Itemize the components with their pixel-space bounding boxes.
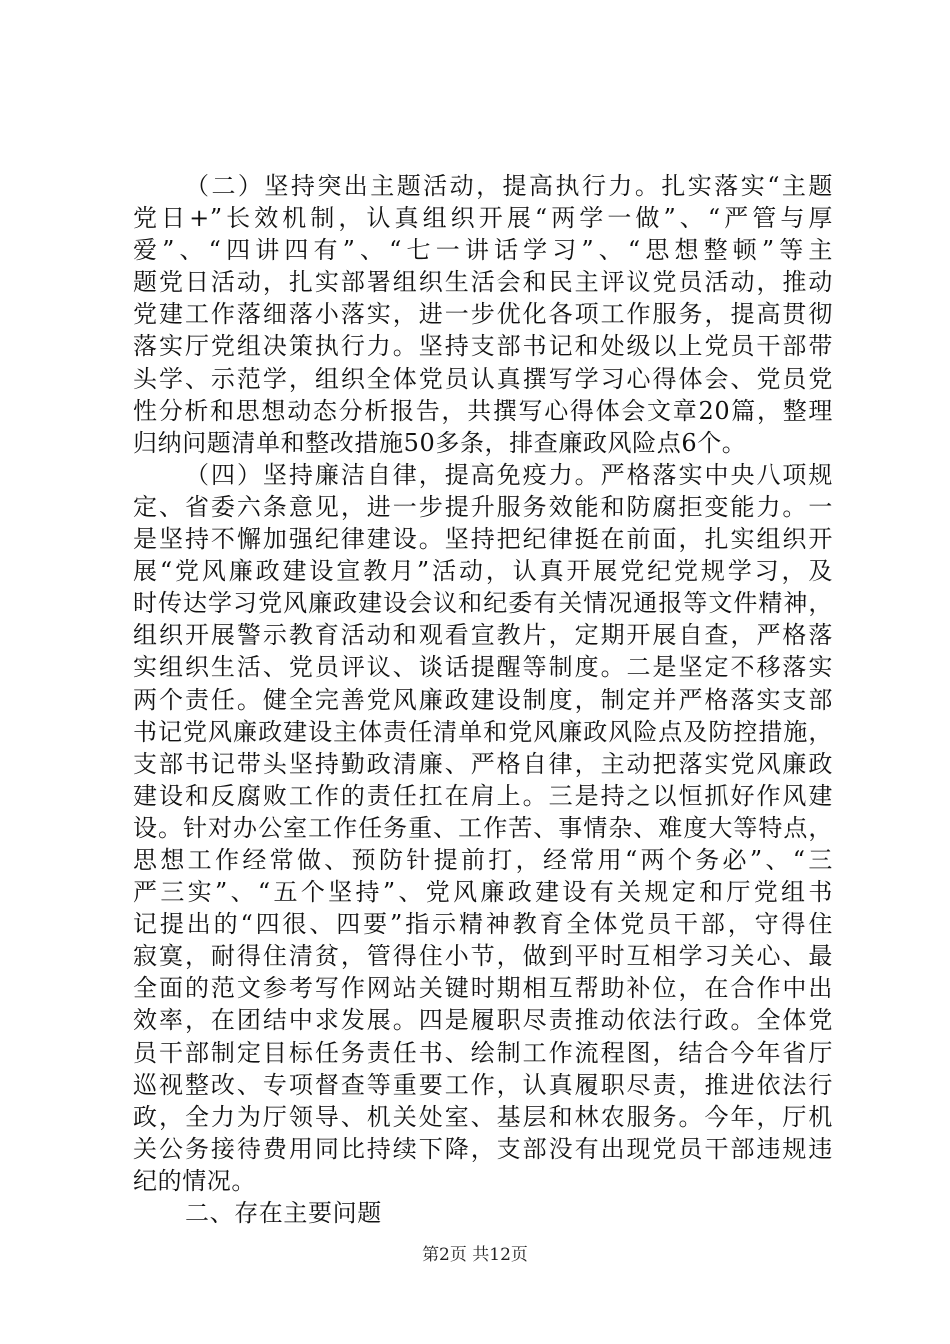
paragraph-line: 两个责任。健全完善党风廉政建设制度，制定并严格落实支部 — [133, 685, 833, 714]
paragraph-line: 员干部制定目标任务责任书、绘制工作流程图，结合今年省厅 — [133, 1038, 833, 1067]
paragraph-line: 书记党风廉政建设主体责任清单和党风廉政风险点及防控措施， — [133, 717, 833, 746]
paragraph-line: 严三实”、“五个坚持”、党风廉政建设有关规定和厅党组书 — [133, 878, 833, 907]
document-body — [133, 170, 833, 1229]
paragraph-line: 头学、示范学，组织全体党员认真撰写学习心得体会、党员党 — [133, 364, 833, 393]
paragraph-line: 是坚持不懈加强纪律建设。坚持把纪律挺在前面，扎实组织开 — [133, 525, 833, 554]
paragraph-line: （四）坚持廉洁自律，提高免疫力。严格落实中央八项规 — [185, 460, 833, 489]
paragraph-line: 实组织生活、党员评议、谈话提醒等制度。二是坚定不移落实 — [133, 653, 833, 682]
paragraph-line: 性分析和思想动态分析报告，共撰写心得体会文章20篇，整理 — [133, 396, 833, 425]
paragraph-line: 时传达学习党风廉政建设会议和纪委有关情况通报等文件精神， — [133, 589, 833, 618]
paragraph-line: 巡视整改、专项督查等重要工作，认真履职尽责，推进依法行 — [133, 1070, 833, 1099]
section-heading: 二、存在主要问题 — [185, 1199, 382, 1227]
paragraph-line: （二）坚持突出主题活动，提高执行力。扎实落实“主题 — [185, 172, 833, 200]
paragraph-line: 记提出的“四很、四要”指示精神教育全体党员干部，守得住 — [133, 910, 833, 939]
paragraph-line: 题党日活动，扎实部署组织生活会和民主评议党员活动，推动 — [133, 268, 833, 297]
paragraph-line: 党日+”长效机制，认真组织开展“两学一做”、“严管与厚 — [133, 204, 833, 233]
paragraph-line: 支部书记带头坚持勤政清廉、严格自律，主动把落实党风廉政 — [133, 749, 833, 778]
paragraph-line: 寂寞，耐得住清贫，管得住小节，做到平时互相学习关心、最 — [133, 942, 833, 971]
paragraph-line: 建设和反腐败工作的责任扛在肩上。三是持之以恒抓好作风建 — [133, 781, 833, 810]
paragraph-line: 展“党风廉政建设宣教月”活动，认真开展党纪党规学习，及 — [133, 557, 833, 586]
paragraph-line: 归纳问题清单和整改措施50多条，排查廉政风险点6个。 — [133, 428, 747, 457]
paragraph-line: 组织开展警示教育活动和观看宣教片，定期开展自查，严格落 — [133, 621, 833, 650]
paragraph-line: 效率，在团结中求发展。四是履职尽责推动依法行政。全体党 — [133, 1006, 833, 1035]
paragraph-line: 定、省委六条意见，进一步提升服务效能和防腐拒变能力。一 — [133, 492, 833, 521]
paragraph-line: 全面的范文参考写作网站关键时期相互帮助补位，在合作中出 — [133, 974, 833, 1003]
paragraph-line: 政，全力为厅领导、机关处室、基层和林农服务。今年，厅机 — [133, 1102, 833, 1131]
paragraph-line: 思想工作经常做、预防针提前打，经常用“两个务必”、“三 — [133, 845, 833, 874]
paragraph-line: 关公务接待费用同比持续下降，支部没有出现党员干部违规违 — [133, 1134, 833, 1163]
paragraph-line: 党建工作落细落小落实，进一步优化各项工作服务，提高贯彻 — [133, 300, 833, 329]
paragraph-line: 设。针对办公室工作任务重、工作苦、事情杂、难度大等特点， — [133, 813, 833, 842]
paragraph-line: 纪的情况。 — [133, 1166, 256, 1195]
page-number-footer: 第2页 共12页 — [422, 1245, 528, 1265]
paragraph-line: 落实厅党组决策执行力。坚持支部书记和处级以上党员干部带 — [133, 332, 833, 361]
paragraph-line: 爱”、“四讲四有”、“七一讲话学习”、“思想整顿”等主 — [133, 236, 833, 265]
